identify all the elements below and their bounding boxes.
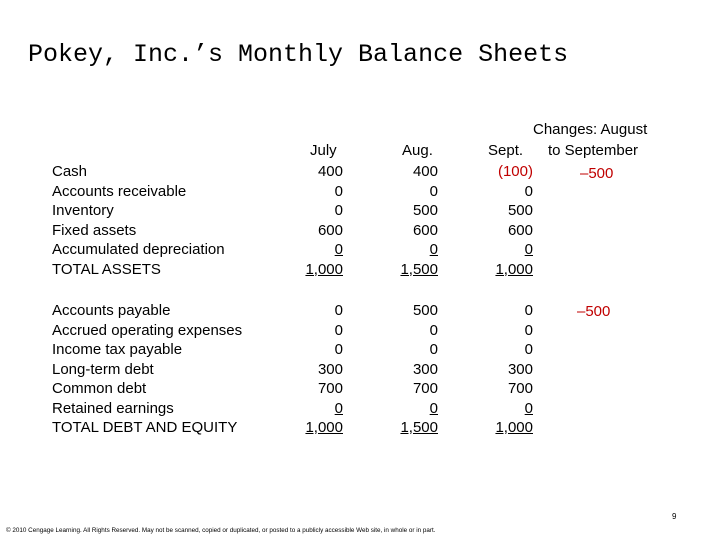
liability-aug-value: 0 bbox=[429, 399, 438, 417]
header-changes: Changes: August bbox=[533, 121, 648, 138]
asset-sept-value: 500 bbox=[507, 202, 533, 219]
asset-label: Cash bbox=[52, 163, 88, 180]
asset-sept-value: 600 bbox=[507, 221, 533, 239]
liability-aug-total: 1,500 bbox=[400, 419, 438, 436]
asset-july-value: 400 bbox=[317, 163, 343, 180]
liability-sept-value: 0 bbox=[524, 399, 533, 417]
liability-sept-value: 700 bbox=[507, 380, 533, 397]
liability-july-value: 0 bbox=[334, 399, 343, 417]
liability-july-value: 0 bbox=[334, 302, 343, 319]
asset-label: Fixed assets bbox=[52, 221, 137, 239]
asset-sept-total: 1,000 bbox=[495, 260, 533, 278]
header-to-september: to September bbox=[548, 142, 639, 159]
assets-sept-col bbox=[495, 162, 533, 279]
asset-aug-total: 1,500 bbox=[400, 260, 438, 278]
liability-label: Retained earnings bbox=[52, 399, 174, 417]
asset-aug-value: 0 bbox=[429, 241, 438, 258]
header-aug: Aug. bbox=[402, 142, 433, 159]
liability-aug-value: 0 bbox=[429, 321, 438, 339]
liability-july-value: 0 bbox=[334, 341, 343, 358]
asset-july-value: 600 bbox=[317, 221, 343, 239]
asset-label: Accumulated depreciation bbox=[52, 241, 225, 258]
asset-july-total: 1,000 bbox=[305, 260, 343, 278]
asset-sept-value: 0 bbox=[524, 182, 533, 200]
liability-label: Accrued operating expenses bbox=[52, 321, 243, 339]
header-july: July bbox=[310, 142, 337, 159]
liability-aug-value: 700 bbox=[412, 380, 438, 397]
asset-aug-value: 500 bbox=[412, 202, 438, 219]
liability-sept-value: 300 bbox=[507, 360, 533, 378]
asset-sept-value: (100) bbox=[497, 163, 533, 180]
asset-label: Inventory bbox=[52, 202, 114, 219]
asset-aug-value: 0 bbox=[429, 182, 438, 200]
liability-sept-total: 1,000 bbox=[495, 419, 533, 436]
liabilities-labels bbox=[52, 301, 242, 438]
asset-july-value: 0 bbox=[334, 182, 343, 200]
asset-label: TOTAL ASSETS bbox=[52, 260, 161, 278]
asset-july-value: 0 bbox=[334, 202, 343, 219]
liability-aug-value: 0 bbox=[429, 341, 438, 358]
asset-july-value: 0 bbox=[334, 241, 343, 258]
asset-aug-value: 600 bbox=[412, 221, 438, 239]
liability-july-value: 0 bbox=[334, 321, 343, 339]
assets-labels bbox=[52, 162, 225, 279]
liability-sept-value: 0 bbox=[524, 321, 533, 339]
page-title: Pokey, Inc.’s Monthly Balance Sheets bbox=[28, 40, 569, 69]
liability-label: TOTAL DEBT AND EQUITY bbox=[52, 419, 238, 436]
assets-july-col bbox=[305, 162, 343, 279]
liability-aug-value: 500 bbox=[412, 302, 438, 319]
liability-july-value: 300 bbox=[317, 360, 343, 378]
asset-label: Accounts receivable bbox=[52, 182, 187, 200]
liability-label: Accounts payable bbox=[52, 302, 171, 319]
liability-label: Long-term debt bbox=[52, 360, 154, 378]
liability-july-total: 1,000 bbox=[305, 419, 343, 436]
assets-aug-col bbox=[400, 162, 438, 279]
liability-july-value: 700 bbox=[317, 380, 343, 397]
asset-aug-value: 400 bbox=[412, 163, 438, 180]
asset-sept-value: 0 bbox=[524, 241, 533, 258]
copyright-footer: © 2010 Cengage Learning. All Rights Reserved. May not be scanned, copied or duplicated, or posted to a publicly accessible Web site, in whole or in part. bbox=[6, 527, 436, 534]
liability-sept-value: 0 bbox=[524, 302, 533, 319]
liability-label: Income tax payable bbox=[52, 341, 183, 358]
liabilities-aug-col bbox=[400, 301, 438, 438]
liability-label: Common debt bbox=[52, 380, 147, 397]
header-sept: Sept. bbox=[488, 142, 524, 159]
liabilities-sept-col bbox=[495, 301, 533, 438]
liability-aug-value: 300 bbox=[412, 360, 438, 378]
liabilities-change-value: –500 bbox=[577, 303, 611, 320]
liability-sept-value: 0 bbox=[524, 341, 533, 358]
assets-change-value: –500 bbox=[580, 165, 614, 182]
page-number: 9 bbox=[672, 512, 677, 521]
liabilities-july-col bbox=[305, 301, 343, 438]
